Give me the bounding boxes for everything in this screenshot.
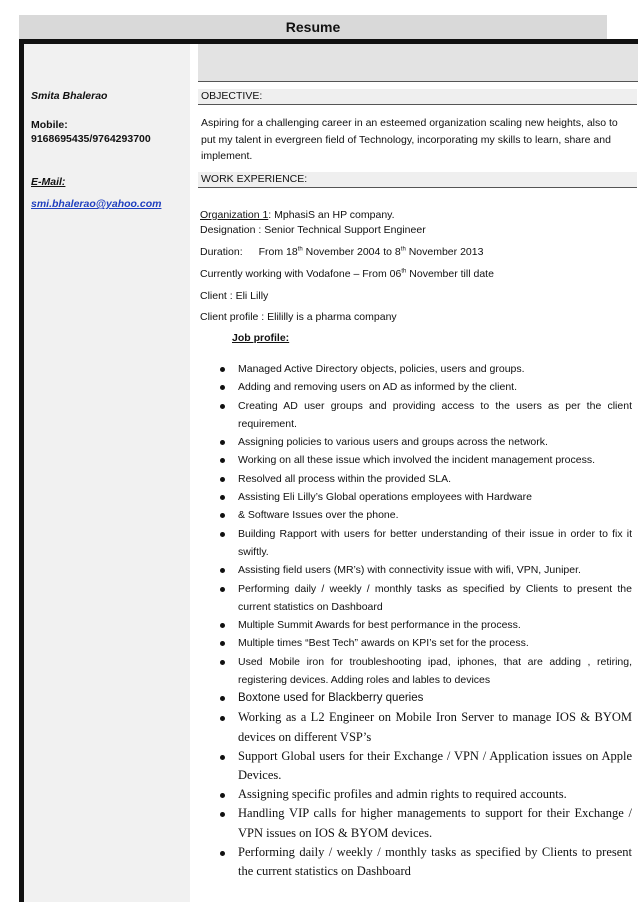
organization-line xyxy=(200,208,395,222)
objective-text: Aspiring for a challenging career in an esteemed organization scaling new heights, also to put my talent in evergreen field of Technology, incorporating my skills to learn, share and implement. xyxy=(201,117,618,162)
duration-mid: November 2004 to 8 xyxy=(302,246,401,258)
list-item: Creating AD user groups and providing access to the users as per the client requirement. xyxy=(218,397,632,434)
list-item: Multiple times “Best Tech” awards on KPI’s set for the process. xyxy=(218,634,632,652)
organization-value: : MphasiS an HP company. xyxy=(268,209,395,221)
list-item: Handling VIP calls for higher managements to support for their Exchange / VPN issues on IOS & BYOM devices. xyxy=(218,804,632,842)
duration-line xyxy=(200,245,483,259)
duration-from: From 18 xyxy=(258,246,298,258)
list-item: Adding and removing users on AD as informed by the client. xyxy=(218,378,632,396)
candidate-name: Smita Bhalerao xyxy=(31,90,108,102)
list-item: Performing daily / weekly / monthly tasks as specified by Clients to present the current statistics on Dashboard xyxy=(218,843,632,881)
duration-label: Duration: xyxy=(200,246,243,258)
list-item: Assigning specific profiles and admin rights to required accounts. xyxy=(218,785,632,804)
resume-title: Resume xyxy=(19,15,607,39)
duration-from-sup: th xyxy=(297,246,303,253)
current-pre: Currently working with Vodafone – From 06 xyxy=(200,268,402,280)
list-item: Assisting Eli Lilly’s Global operations employees with Hardware xyxy=(218,488,632,506)
objective-heading: OBJECTIVE: xyxy=(198,89,637,105)
job-profile-list xyxy=(218,360,632,881)
duration-end: November 2013 xyxy=(405,246,484,258)
list-item: Managed Active Directory objects, policies, users and groups. xyxy=(218,360,632,378)
organization-label: Organization 1 xyxy=(200,209,269,221)
current-post: November till date xyxy=(406,268,494,280)
work-experience-heading: WORK EXPERIENCE: xyxy=(198,172,637,188)
list-item: Assisting field users (MR’s) with connectivity issue with wifi, VPN, Juniper. xyxy=(218,561,632,579)
client-line: Client : Eli Lilly xyxy=(200,290,269,302)
list-item: Support Global users for their Exchange / VPN / Application issues on Apple Devices. xyxy=(218,747,632,785)
designation-line: Designation : Senior Technical Support Engineer xyxy=(200,224,426,236)
list-item: Boxtone used for Blackberry queries xyxy=(218,689,632,708)
list-item: Working as a L2 Engineer on Mobile Iron Server to manage IOS & BYOM devices on different VSP’s xyxy=(218,708,632,746)
list-item: Working on all these issue which involved the incident management process. xyxy=(218,451,632,469)
header-band xyxy=(198,44,638,82)
list-item: Resolved all process within the provided SLA. xyxy=(218,470,632,488)
email-link[interactable]: smi.bhalerao@yahoo.com xyxy=(31,198,162,210)
list-item: Performing daily / weekly / monthly tasks as specified by Clients to present the current statistics on Dashboard xyxy=(218,580,632,617)
sidebar xyxy=(24,44,190,902)
email-label: E-Mail: xyxy=(31,176,66,188)
mobile-label: Mobile: xyxy=(31,119,68,131)
list-item: Building Rapport with users for better understanding of their issue in order to fix it swiftly. xyxy=(218,525,632,562)
list-item: Used Mobile iron for troubleshooting ipad, iphones, that are adding , retiring, registering devices. Adding roles and lables to devices xyxy=(218,653,632,690)
client-profile-line: Client profile : Elililly is a pharma company xyxy=(200,311,397,323)
list-item: & Software Issues over the phone. xyxy=(218,506,632,524)
job-profile-heading: Job profile: xyxy=(232,332,290,344)
current-sup: th xyxy=(401,268,407,275)
list-item: Assigning policies to various users and groups across the network. xyxy=(218,433,632,451)
list-item: Multiple Summit Awards for best performance in the process. xyxy=(218,616,632,634)
current-employment-line xyxy=(200,267,494,281)
mobile-value: 9168695435/9764293700 xyxy=(31,133,151,145)
duration-to-sup: th xyxy=(400,246,406,253)
